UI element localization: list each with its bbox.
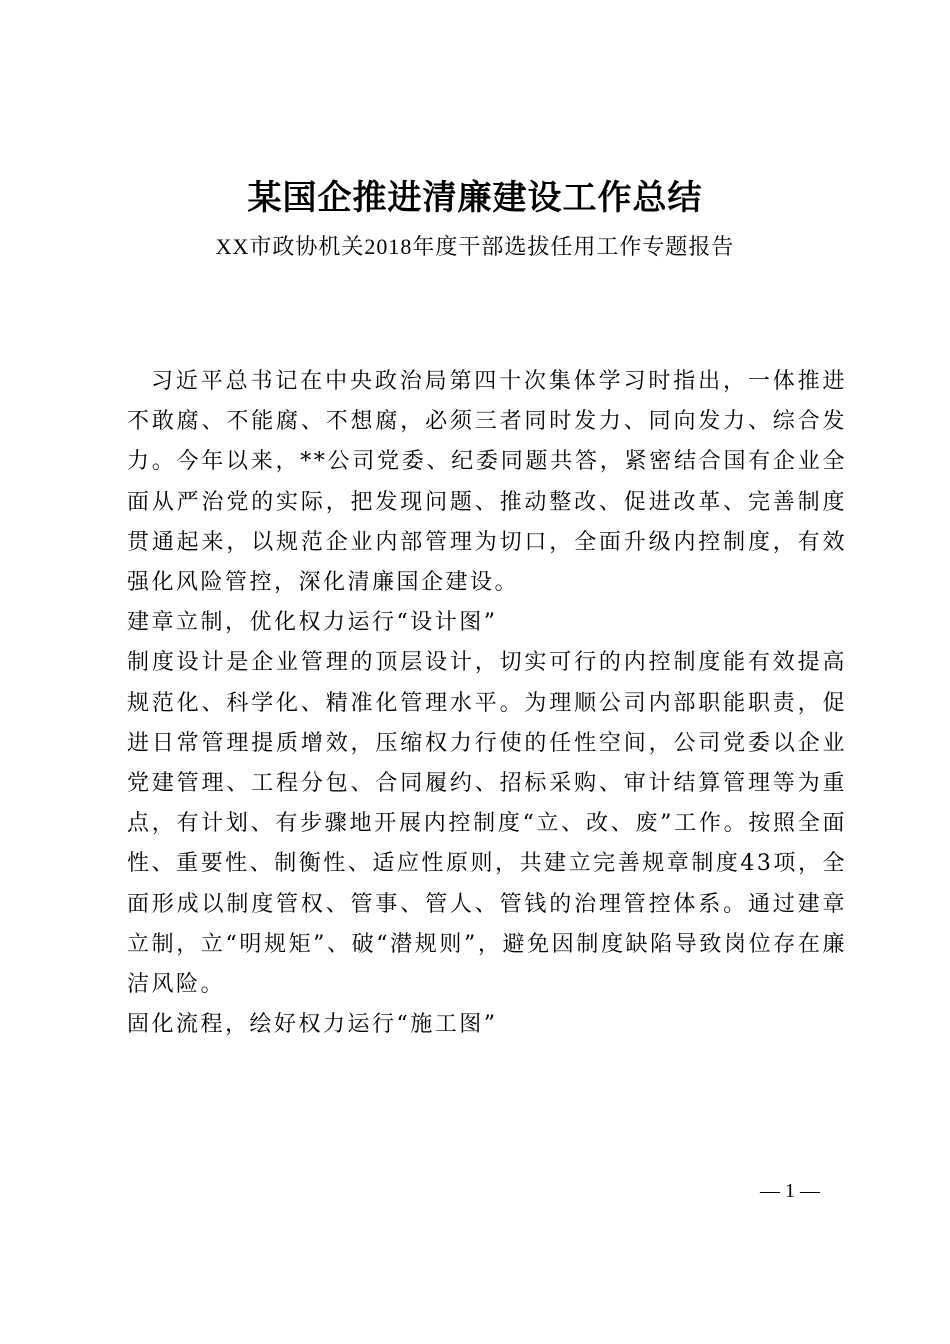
section-heading-rules: 建章立制，优化权力运行“设计图” [127,610,498,636]
document-title: 某国企推进清廉建设工作总结 [247,178,703,218]
page-number: — 1 — [760,1180,820,1202]
body-paragraph-intro: 习近平总书记在中央政治局第四十次集体学习时指出，一体推进不敢腐、不能腐、不想腐，必须三者同时发力、同向发力、综合发力。今年以来，**公司党委、纪委同题共答，紧密结合国有企业全面从严治党的实际，把发现问题、推动整改、促进改革、完善制度贯通起来，以规范企业内部管理为切口，全面升级内控制度，有效强化风险管控，深化清廉国企建设。 [127,369,847,596]
document-subtitle: XX市政协机关2018年度干部选拔任用工作专题报告 [215,234,735,259]
document-body [127,362,847,1045]
section-heading-process: 固化流程，绘好权力运行“施工图” [127,1012,498,1038]
body-paragraph-rules: 制度设计是企业管理的顶层设计，切实可行的内控制度能有效提高规范化、科学化、精准化管理水平。为理顺公司内部职能职责，促进日常管理提质增效，压缩权力行使的任性空间，公司党委以企业党建管理、工程分包、合同履约、招标采购、审计结算管理等为重点，有计划、有步骤地开展内控制度“立、改、废”工作。按照全面性、重要性、制衡性、适应性原则，共建立完善规章制度43项，全面形成以制度管权、管事、管人、管钱的治理管控体系。通过建章立制，立“明规矩”、破“潜规则”，避免因制度缺陷导致岗位存在廉洁风险。 [127,650,847,998]
